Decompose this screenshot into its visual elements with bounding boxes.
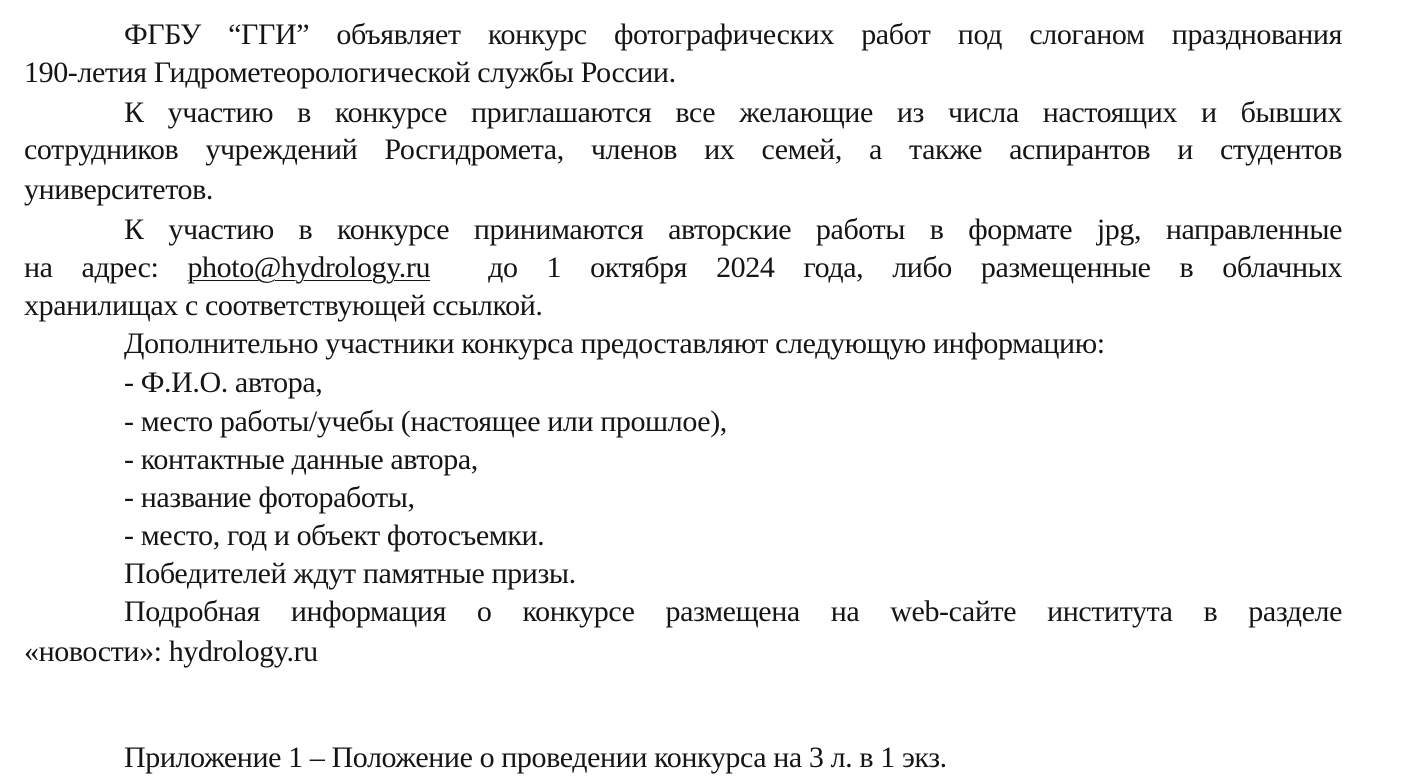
email-link[interactable]: photo@hydrology.ru	[187, 251, 431, 284]
info-list-item: - контактные данные автора,	[124, 443, 478, 476]
paragraph-3-line-2	[24, 249, 1342, 287]
address-label: на адрес:	[24, 251, 159, 284]
info-list-item: - место работы/учебы (настоящее или прошлое),	[124, 405, 727, 438]
news-section-label: «новости»:	[24, 635, 162, 668]
paragraph-1-line-1: ФГБУ “ГГИ” объявляет конкурс фотографических работ под слоганом празднования	[124, 18, 1342, 51]
paragraph-6-line-1: Подробная информация о конкурсе размещена на web-сайте института в разделе	[124, 595, 1342, 628]
info-list-item: - Ф.И.О. автора,	[124, 366, 323, 399]
info-list-item: - название фотоработы,	[124, 481, 415, 514]
paragraph-4-intro: Дополнительно участники конкурса предоставляют следующую информацию:	[124, 327, 1105, 360]
appendix-line: Приложение 1 – Положение о проведении конкурса на 3 л. в 1 экз.	[124, 741, 947, 774]
paragraph-2-line-2: сотрудников учреждений Росгидромета, членов их семей, а также аспирантов и студентов	[24, 133, 1342, 166]
paragraph-6-line-2	[24, 633, 1342, 671]
paragraph-3-line-3: хранилищах с соответствующей ссылкой.	[24, 289, 543, 322]
paragraph-1-line-2: 190-летия Гидрометеорологической службы России.	[24, 56, 676, 89]
paragraph-2-line-1: К участию в конкурсе приглашаются все желающие из числа настоящих и бывших	[124, 96, 1342, 129]
paragraph-3-line-1: К участию в конкурсе принимаются авторские работы в формате jpg, направленные	[124, 213, 1342, 246]
prizes-line: Победителей ждут памятные призы.	[124, 557, 576, 590]
website-link[interactable]: hydrology.ru	[168, 635, 318, 668]
paragraph-2-line-3: университетов.	[24, 173, 213, 206]
info-list-item: - место, год и объект фотосъемки.	[124, 519, 545, 552]
deadline-text: до 1 октября 2024 года, либо размещенные в облачных	[488, 251, 1342, 284]
